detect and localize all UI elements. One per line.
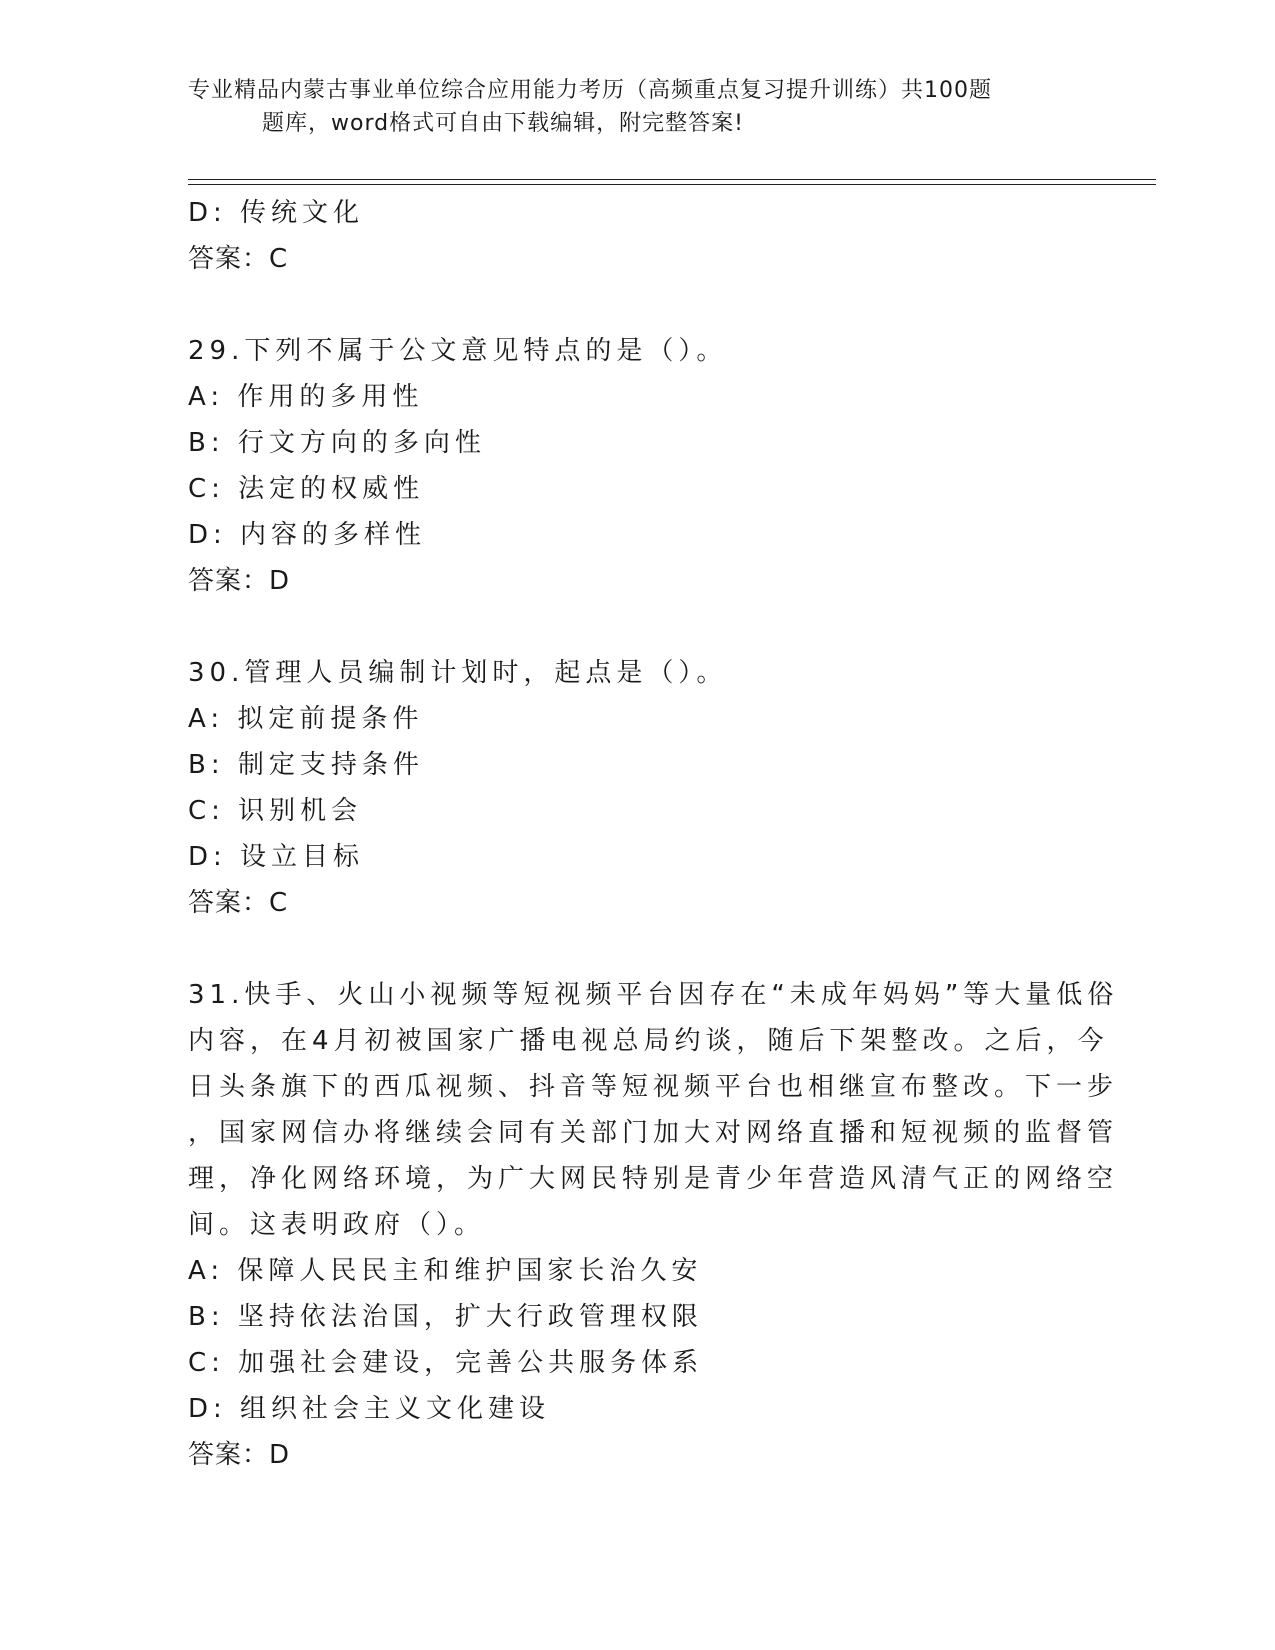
document-body — [188, 190, 1119, 1478]
answer: 答案：C — [188, 244, 289, 274]
question-stem: 30.管理人员编制计划时，起点是（）。 — [188, 658, 728, 688]
question-30 — [188, 650, 1088, 926]
question-stem: 29.下列不属于公文意见特点的是（）。 — [188, 336, 728, 366]
stem-line: 日头条旗下的西瓜视频、抖音等短视频平台也相继宣布整改。下一步 — [188, 1072, 1119, 1102]
option-b: B: 制定支持条件 — [188, 750, 424, 780]
stem-line: ，国家网信办将继续会同有关部门加大对网络直播和短视频的监督管 — [188, 1118, 1119, 1148]
spacer — [188, 604, 1088, 650]
stem-line: 间。这表明政府（）。 — [188, 1210, 486, 1240]
option-a: A: 拟定前提条件 — [188, 704, 424, 734]
option-c: C: 法定的权威性 — [188, 474, 425, 504]
option-c: C: 识别机会 — [188, 796, 363, 826]
question-29 — [188, 328, 1088, 604]
option-a: A: 作用的多用性 — [188, 382, 424, 412]
option-b: B: 坚持依法治国，扩大行政管理权限 — [188, 1302, 703, 1332]
header-title-line-2: 题库，word格式可自由下载编辑，附完整答案! — [262, 111, 744, 136]
option-d: D: 组织社会主义文化建设 — [188, 1394, 551, 1424]
answer: 答案：C — [188, 888, 289, 918]
question-stem — [188, 972, 1119, 1248]
option-c: C: 加强社会建设，完善公共服务体系 — [188, 1348, 704, 1378]
spacer — [188, 282, 1088, 328]
option-a: A: 保障人民民主和维护国家长治久安 — [188, 1256, 703, 1286]
header-title-line-1: 专业精品内蒙古事业单位综合应用能力考历（高频重点复习提升训练）共100题 — [188, 78, 992, 103]
stem-line: 理，净化网络环境，为广大网民特别是青少年营造风清气正的网络空 — [188, 1164, 1119, 1194]
answer: 答案：D — [188, 1440, 291, 1470]
option-d: D: 传统文化 — [188, 198, 365, 228]
spacer — [188, 926, 1088, 972]
option-d: D: 设立目标 — [188, 842, 365, 872]
stem-line: 31.快手、火山小视频等短视频平台因存在“未成年妈妈”等大量低俗 — [188, 980, 1119, 1010]
page-header — [188, 74, 1068, 140]
option-d: D: 内容的多样性 — [188, 520, 427, 550]
header-divider-thick — [188, 179, 1156, 180]
answer: 答案：D — [188, 566, 291, 596]
question-31 — [188, 972, 1119, 1478]
stem-line: 内容，在4月初被国家广播电视总局约谈，随后下架整改。之后，今 — [188, 1026, 1109, 1056]
option-b: B: 行文方向的多向性 — [188, 428, 486, 458]
header-divider-thin — [188, 184, 1156, 185]
